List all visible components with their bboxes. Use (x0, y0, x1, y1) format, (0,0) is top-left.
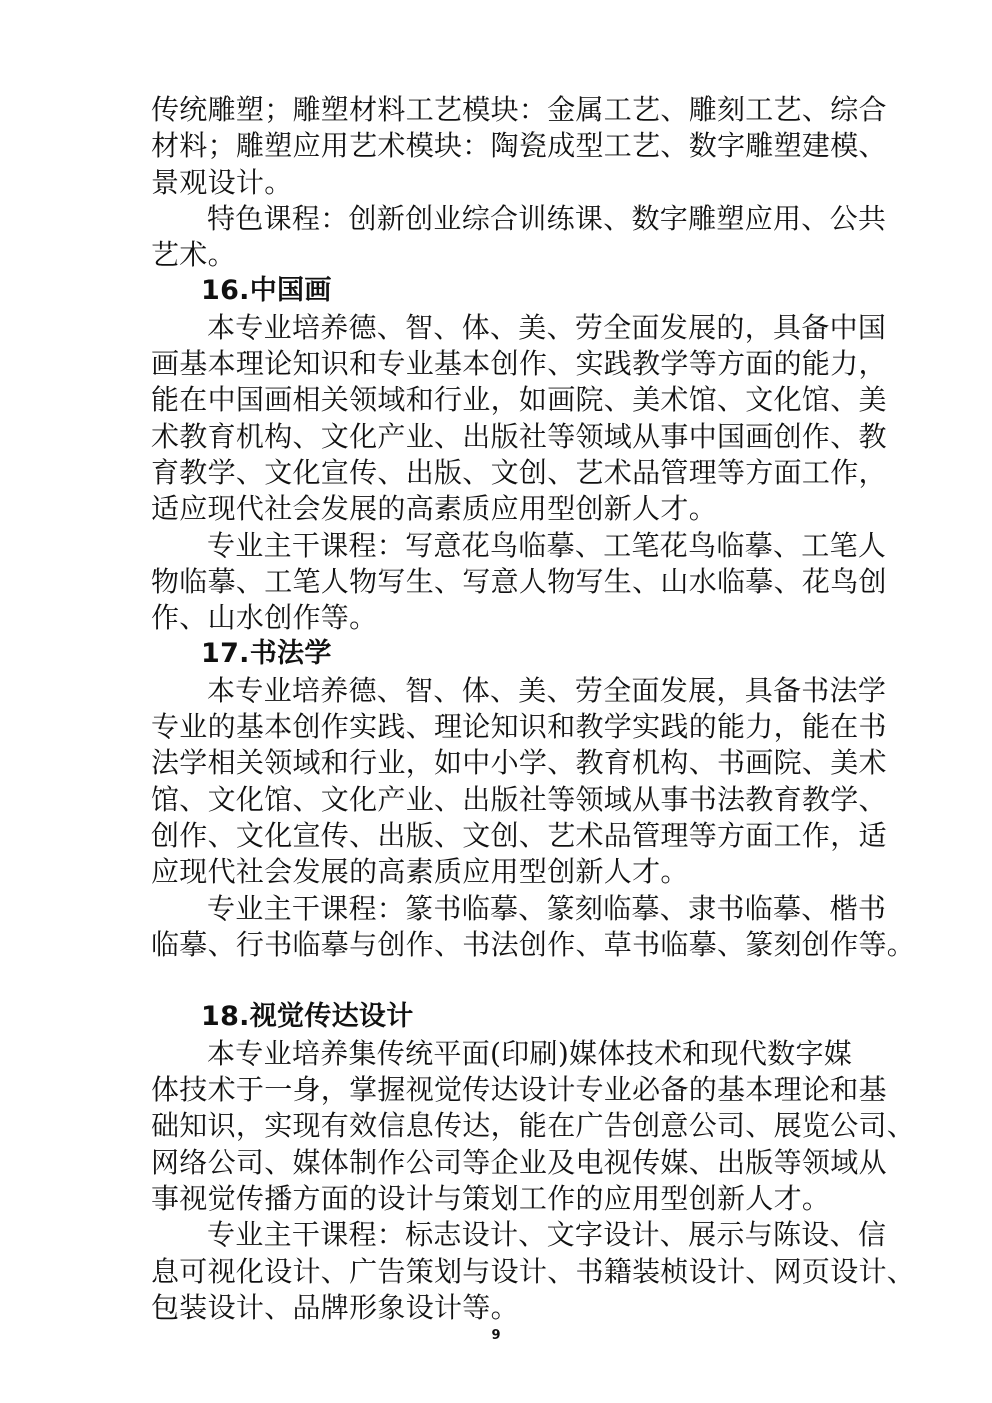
text-line: 体技术于一身，掌握视觉传达设计专业必备的基本理论和基 (151, 1073, 887, 1107)
text-line: 息可视化设计、广告策划与设计、书籍装桢设计、网页设计、 (151, 1254, 916, 1288)
text-line: 事视觉传播方面的设计与策划工作的应用型创新人才。 (151, 1181, 831, 1215)
text-line: 术教育机构、文化产业、出版社等领域从事中国画创作、教 (151, 419, 887, 453)
paragraph-first-line: 本专业培养集传统平面(印刷)媒体技术和现代数字媒 (207, 1036, 853, 1070)
text-line: 育教学、文化宣传、出版、文创、艺术品管理等方面工作， (151, 455, 887, 489)
text-line: 馆、文化馆、文化产业、出版社等领域从事书法教育教学、 (151, 782, 887, 816)
text-line: 适应现代社会发展的高素质应用型创新人才。 (151, 492, 718, 526)
text-line: 包装设计、品牌形象设计等。 (151, 1290, 519, 1324)
section-heading: 17.书法学 (201, 638, 332, 670)
page-number: 9 (491, 1328, 501, 1343)
text-line: 应现代社会发展的高素质应用型创新人才。 (151, 855, 689, 889)
text-line: 材料；雕塑应用艺术模块：陶瓷成型工艺、数字雕塑建模、 (151, 129, 887, 163)
paragraph-first-line: 特色课程：创新创业综合训练课、数字雕塑应用、公共 (207, 201, 887, 235)
blank-line (151, 963, 843, 999)
paragraph-first-line: 专业主干课程：篆书临摹、篆刻临摹、隶书临摹、楷书 (207, 891, 887, 925)
text-line: 物临摹、工笔人物写生、写意人物写生、山水临摹、花鸟创 (151, 564, 887, 598)
text-line: 画基本理论知识和专业基本创作、实践教学等方面的能力， (151, 347, 887, 381)
document-body (151, 92, 916, 1326)
section-heading: 18.视觉传达设计 (201, 1001, 414, 1033)
paragraph-first-line: 专业主干课程：标志设计、文字设计、展示与陈设、信 (207, 1218, 887, 1252)
section-heading: 16.中国画 (201, 275, 332, 307)
text-line: 作、山水创作等。 (151, 601, 378, 635)
text-line: 传统雕塑；雕塑材料工艺模块：金属工艺、雕刻工艺、综合 (151, 93, 887, 126)
paragraph-first-line: 本专业培养德、智、体、美、劳全面发展的，具备中国 (207, 310, 887, 344)
text-line: 法学相关领域和行业，如中小学、教育机构、书画院、美术 (151, 746, 887, 780)
paragraph-first-line: 专业主干课程：写意花鸟临摹、工笔花鸟临摹、工笔人 (207, 528, 887, 562)
text-line: 础知识，实现有效信息传达，能在广告创意公司、展览公司、 (151, 1109, 916, 1143)
text-line: 艺术。 (151, 238, 236, 272)
text-line: 能在中国画相关领域和行业，如画院、美术馆、文化馆、美 (151, 383, 887, 417)
text-line: 网络公司、媒体制作公司等企业及电视传媒、出版等领域从 (151, 1145, 887, 1179)
text-line: 临摹、行书临摹与创作、书法创作、草书临摹、篆刻创作等。 (151, 927, 916, 961)
paragraph-first-line: 本专业培养德、智、体、美、劳全面发展，具备书法学 (207, 673, 887, 707)
text-line: 创作、文化宣传、出版、文创、艺术品管理等方面工作，适 (151, 818, 887, 852)
text-line: 景观设计。 (151, 165, 293, 199)
text-line: 专业的基本创作实践、理论知识和教学实践的能力，能在书 (151, 710, 887, 744)
